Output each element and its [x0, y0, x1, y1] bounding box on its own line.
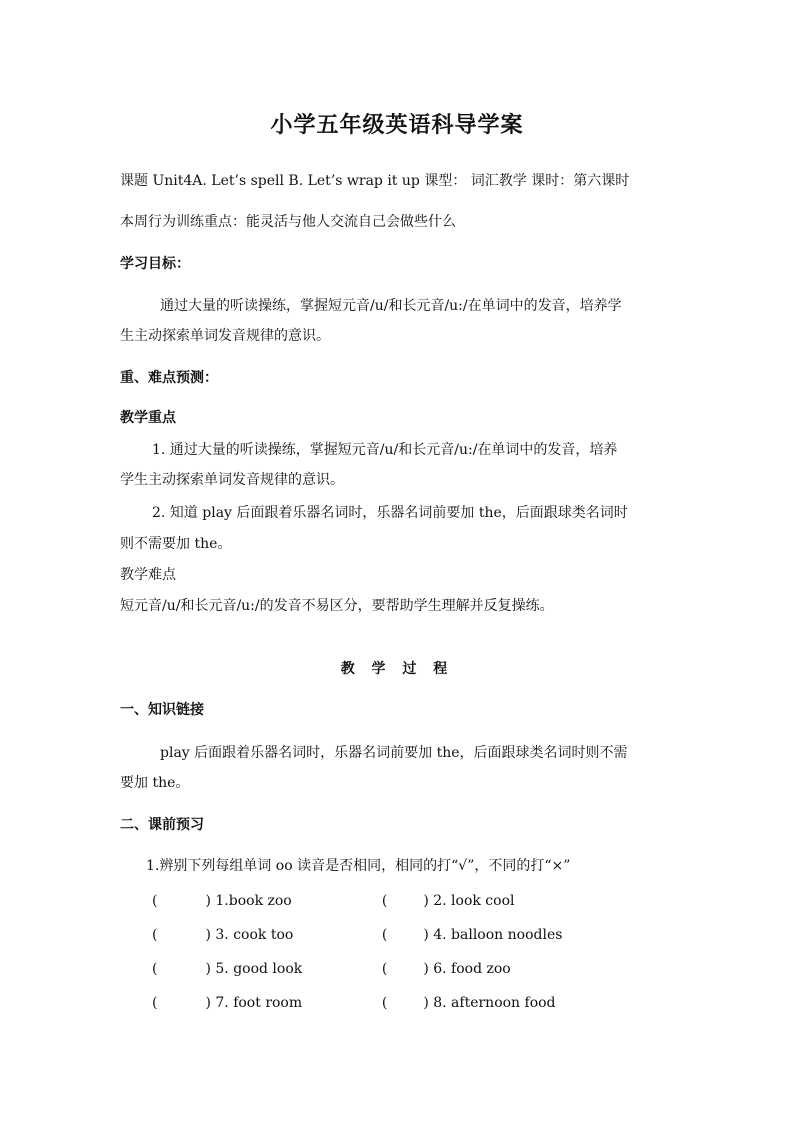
exercise-item: 2. look cool: [433, 893, 515, 909]
process-heading: 教 学 过 程: [340, 661, 454, 677]
difficulty-heading: 教学难点: [120, 567, 176, 583]
exercise-row: [152, 891, 515, 911]
answer-paren-close: ): [205, 995, 211, 1011]
answer-paren-close: ): [423, 893, 429, 909]
answer-paren-close: ): [205, 927, 211, 943]
answer-paren-open: (: [381, 961, 388, 977]
answer-paren-open: (: [152, 995, 158, 1011]
focus-item-2-line1: 2. 知道 play 后面跟着乐器名词时，乐器名词前要加 the，后面跟球类名词时: [152, 505, 628, 521]
answer-paren-close: ): [423, 961, 429, 977]
answer-paren-close: ): [423, 995, 429, 1011]
focus-item-1-line2: 学生主动探索单词发音规律的意识。: [120, 472, 344, 488]
answer-paren-open: (: [381, 995, 388, 1011]
exercise-instruction: 1.辨别下列每组单词 oo 读音是否相同，相同的打“√”，不同的打“×”: [146, 858, 571, 874]
section-1-text-line2: 要加 the。: [120, 775, 190, 791]
weekly-focus-line: 本周行为训练重点：能灵活与他人交流自己会做些什么: [120, 214, 456, 230]
exercise-item: 8. afternoon food: [433, 995, 556, 1011]
exercise-item: 3. cook too: [215, 927, 294, 943]
answer-paren-open: (: [152, 927, 158, 943]
objectives-heading: 学习目标：: [120, 256, 190, 272]
exercise-item: 7. foot room: [215, 995, 303, 1011]
objectives-text-line2: 生主动探索单词发音规律的意识。: [120, 328, 330, 344]
focus-item-2-line2: 则不需要加 the。: [120, 536, 232, 552]
difficulty-text: 短元音/u/和长元音/u:/的发音不易区分，要帮助学生理解并反复操练。: [120, 598, 554, 614]
teaching-focus-heading: 教学重点: [120, 410, 176, 426]
keypoints-heading: 重、难点预测：: [120, 370, 218, 386]
answer-paren-open: (: [152, 893, 158, 909]
answer-paren-open: (: [152, 961, 158, 977]
answer-paren-close: ): [205, 961, 211, 977]
exercise-row: [152, 925, 562, 945]
section-1-heading: 一、知识链接: [120, 702, 204, 718]
objectives-text-line1: 通过大量的听读操练，掌握短元音/u/和长元音/u:/在单词中的发音，培养学: [160, 298, 622, 314]
page-title: 小学五年级英语科导学案: [270, 112, 524, 138]
answer-paren-close: ): [205, 893, 211, 909]
answer-paren-open: (: [381, 893, 388, 909]
section-1-text-line1: play 后面跟着乐器名词时，乐器名词前要加 the，后面跟球类名词时则不需: [160, 745, 628, 761]
exercise-row: [152, 959, 511, 979]
exercise-item: 1.book zoo: [215, 893, 292, 909]
exercise-item: 6. food zoo: [433, 961, 511, 977]
lesson-info-line: 课题 Unit4A. Let’s spell B. Let’s wrap it up 课型： 词汇教学 课时：第六课时: [120, 173, 630, 189]
section-2-heading: 二、课前预习: [120, 817, 204, 833]
focus-item-1-line1: 1. 通过大量的听读操练，掌握短元音/u/和长元音/u:/在单词中的发音，培养: [152, 442, 618, 458]
answer-paren-close: ): [423, 927, 429, 943]
exercise-item: 5. good look: [215, 961, 303, 977]
answer-paren-open: (: [381, 927, 388, 943]
exercise-item: 4. balloon noodles: [433, 927, 563, 943]
exercise-row: [152, 993, 556, 1013]
